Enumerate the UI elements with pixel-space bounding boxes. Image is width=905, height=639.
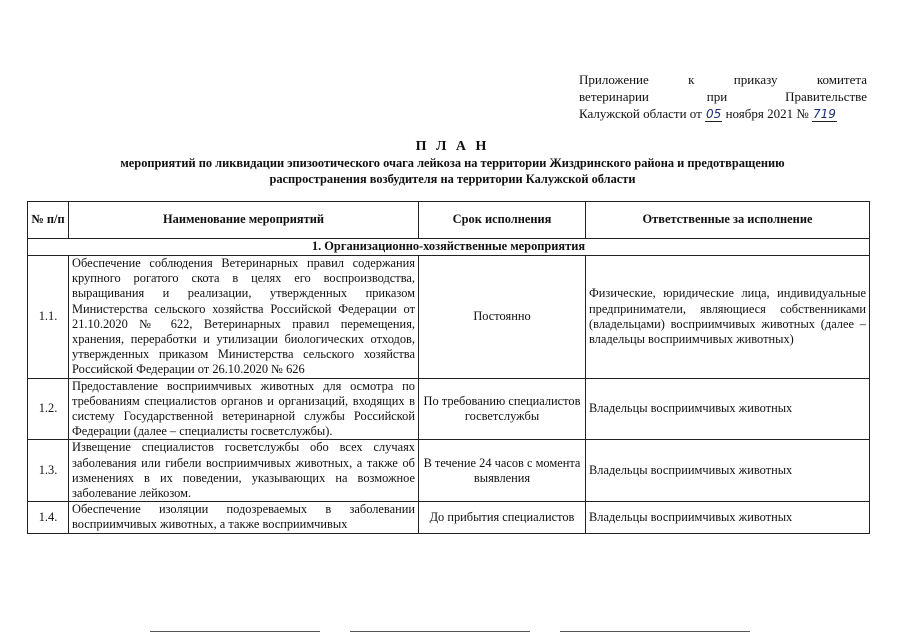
table-row <box>28 378 870 440</box>
order-number-field <box>812 106 837 122</box>
scan-bottom-lines <box>0 631 905 632</box>
row-deadline: До прибытия специалистов <box>419 502 586 533</box>
header-num: № п/п <box>28 202 69 239</box>
bottom-line-left <box>150 631 320 632</box>
row-name: Обеспечение изоляции подозреваемых в заболевании восприимчивых животных, а также восприимчивых <box>69 502 419 533</box>
appendix-line-3-middle: ноября 2021 № <box>722 106 813 121</box>
date-day-field <box>705 106 722 122</box>
bottom-line-right <box>560 631 750 632</box>
handwritten-order-number: 719 <box>813 107 836 121</box>
document-subtitle <box>60 155 845 187</box>
section-row <box>28 239 870 256</box>
row-num: 1.1. <box>28 256 69 379</box>
section-title: 1. Организационно-хозяйственные мероприятия <box>28 239 870 256</box>
row-name: Предоставление восприимчивых животных для осмотра по требованиям специалистов органов и организаций, входящих в систему Государственной ветеринарной службы Российской Федерации (далее – специалисты госветслужбы). <box>69 378 419 440</box>
header-name: Наименование мероприятий <box>69 202 419 239</box>
row-deadline: Постоянно <box>419 256 586 379</box>
row-num: 1.2. <box>28 378 69 440</box>
row-responsible: Владельцы восприимчивых животных <box>586 440 870 502</box>
appendix-line-3-start: Калужской области от <box>579 106 706 121</box>
appendix-line-1: Приложение к приказу комитета <box>579 72 867 87</box>
table-row <box>28 256 870 379</box>
table-header-row <box>28 202 870 239</box>
appendix-line-3 <box>579 105 867 123</box>
row-responsible: Владельцы восприимчивых животных <box>586 378 870 440</box>
header-responsible: Ответственные за исполнение <box>586 202 870 239</box>
appendix-note <box>579 71 867 123</box>
appendix-line-2: ветеринарии при Правительстве <box>579 89 867 104</box>
handwritten-date: 05 <box>706 107 722 121</box>
document-title: П Л А Н <box>415 139 490 154</box>
row-deadline: В течение 24 часов с момента выявления <box>419 440 586 502</box>
table-row <box>28 502 870 533</box>
row-num: 1.4. <box>28 502 69 533</box>
header-deadline: Срок исполнения <box>419 202 586 239</box>
row-name: Извещение специалистов госветслужбы обо всех случаях заболевания или гибели восприимчивых животных, а также об изменениях в их поведении, указывающих на возможное заболевание лейкозом. <box>69 440 419 502</box>
bottom-line-middle <box>350 631 530 632</box>
subtitle-line-1: мероприятий по ликвидации эпизоотического очага лейкоза на территории Жиздринского района и предотвращению <box>120 156 785 170</box>
row-name: Обеспечение соблюдения Ветеринарных правил содержания крупного рогатого скота в целях его воспроизводства, выращивания и реализации, утвержденных приказом Министерства сельского хозяйства Российской Федерации от 21.10.2020 № 622, Ветеринарных правил перемещения, хранения, переработки и утилизации биологических отходов, утвержденных приказом Министерства сельского хозяйства Российской Федерации от 26.10.2020 № 626 <box>69 256 419 379</box>
row-responsible: Владельцы восприимчивых животных <box>586 502 870 533</box>
subtitle-line-2: распространения возбудителя на территории Калужской области <box>269 172 636 186</box>
row-responsible: Физические, юридические лица, индивидуальные предприниматели, являющиеся собственниками (владельцами) восприимчивых животных (далее – владельцы восприимчивых животных) <box>586 256 870 379</box>
plan-table <box>27 201 870 534</box>
row-num: 1.3. <box>28 440 69 502</box>
row-deadline: По требованию специалистов госветслужбы <box>419 378 586 440</box>
table-row <box>28 440 870 502</box>
